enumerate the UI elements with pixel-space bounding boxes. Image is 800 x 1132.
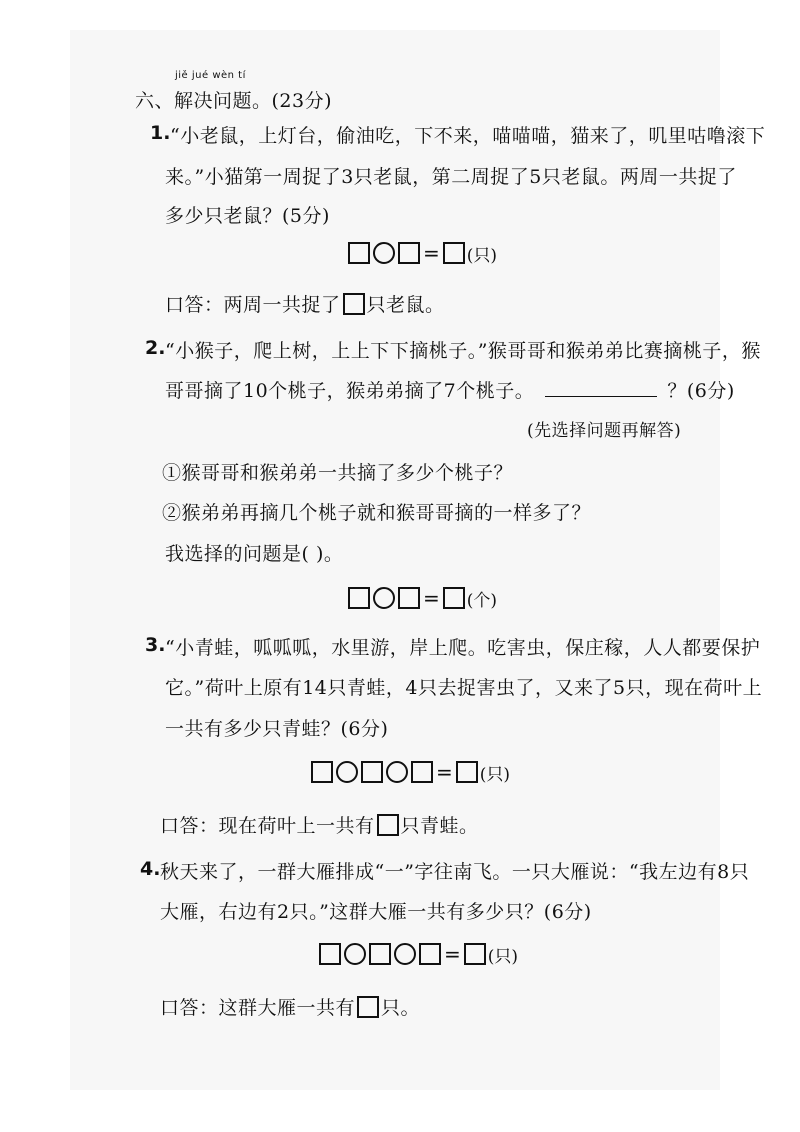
question-4-line-1: 秋天来了，一群大雁排成“一”字往南飞。一只大雁说：“我左边有8只 (160, 861, 750, 883)
equals-sign: = (444, 942, 461, 966)
answer-prefix: 口答：两周一共捉了 (165, 294, 341, 316)
answer-suffix: 只青蛙。 (400, 815, 479, 837)
result-box[interactable] (443, 587, 465, 609)
question-2-option-1: ①猴哥哥和猴弟弟一共摘了多少个桃子？ (162, 462, 514, 484)
question-1-line-1: “小老鼠，上灯台，偷油吃，下不来，喵喵喵，猫来了，叽里咕噜滚下 (170, 125, 766, 147)
operator-circle[interactable] (394, 943, 416, 965)
question-3-number: 3. (145, 634, 166, 656)
answer-box[interactable] (348, 242, 370, 264)
answer-box[interactable] (319, 943, 341, 965)
unit-label: (只) (487, 946, 519, 967)
answer-box[interactable] (377, 814, 399, 836)
answer-prefix: 口答：现在荷叶上一共有 (160, 815, 375, 837)
question-4-line-2: 大雁，右边有2只。”这群大雁一共有多少只？(6分) (160, 901, 592, 923)
question-2-choice: 我选择的问题是( )。 (165, 543, 344, 565)
question-2-text: 哥哥摘了10个桃子，猴弟弟摘了7个桃子。 (165, 380, 535, 402)
answer-box[interactable] (357, 996, 379, 1018)
question-3-answer (160, 811, 479, 838)
answer-box[interactable] (348, 587, 370, 609)
question-2-line-1: “小猴子，爬上树，上上下下摘桃子。”猴哥哥和猴弟弟比赛摘桃子，猴 (165, 340, 761, 362)
operator-circle[interactable] (344, 943, 366, 965)
unit-label: (只) (479, 764, 511, 785)
question-1-number: 1. (150, 122, 171, 144)
question-4-equation (318, 939, 518, 969)
equals-sign: = (423, 241, 440, 265)
unit-label: (只) (466, 245, 498, 266)
result-box[interactable] (464, 943, 486, 965)
question-2-note: (先选择问题再解答) (527, 421, 682, 441)
question-1-equation (347, 238, 497, 268)
question-1-line-3: 多少只老鼠？(5分) (165, 205, 330, 227)
question-2-line-2 (165, 376, 735, 403)
question-2-equation (347, 583, 497, 613)
answer-suffix: 只老鼠。 (366, 294, 445, 316)
answer-box[interactable] (369, 943, 391, 965)
answer-box[interactable] (398, 587, 420, 609)
question-3-line-2: 它。”荷叶上原有14只青蛙，4只去捉害虫了，又来了5只，现在荷叶上 (165, 677, 763, 699)
question-2-option-2: ②猴弟弟再摘几个桃子就和猴哥哥摘的一样多了？ (162, 502, 592, 524)
question-blank[interactable] (545, 378, 657, 397)
result-box[interactable] (456, 761, 478, 783)
equals-sign: = (436, 760, 453, 784)
answer-box[interactable] (411, 761, 433, 783)
operator-circle[interactable] (336, 761, 358, 783)
question-2-score: ？(6分) (667, 380, 735, 402)
answer-suffix: 只。 (381, 997, 421, 1019)
answer-box[interactable] (361, 761, 383, 783)
unit-label: (个) (466, 590, 498, 611)
result-box[interactable] (443, 242, 465, 264)
question-3-equation (310, 757, 510, 787)
section-title: 六、解决问题。(23分) (135, 90, 333, 112)
answer-prefix: 口答：这群大雁一共有 (160, 997, 356, 1019)
section-pinyin: jiě jué wèn tí (175, 70, 246, 81)
answer-box[interactable] (343, 293, 365, 315)
question-1-line-2: 来。”小猫第一周捉了3只老鼠，第二周捉了5只老鼠。两周一共捉了 (165, 166, 737, 188)
question-4-number: 4. (140, 858, 161, 880)
operator-circle[interactable] (386, 761, 408, 783)
operator-circle[interactable] (373, 242, 395, 264)
answer-box[interactable] (311, 761, 333, 783)
equals-sign: = (423, 586, 440, 610)
answer-box[interactable] (419, 943, 441, 965)
question-3-line-3: 一共有多少只青蛙？(6分) (165, 718, 389, 740)
question-4-answer (160, 993, 420, 1020)
answer-box[interactable] (398, 242, 420, 264)
operator-circle[interactable] (373, 587, 395, 609)
question-1-answer (165, 290, 445, 317)
question-2-number: 2. (145, 337, 166, 359)
question-3-line-1: “小青蛙，呱呱呱，水里游，岸上爬。吃害虫，保庄稼，人人都要保护 (165, 637, 761, 659)
